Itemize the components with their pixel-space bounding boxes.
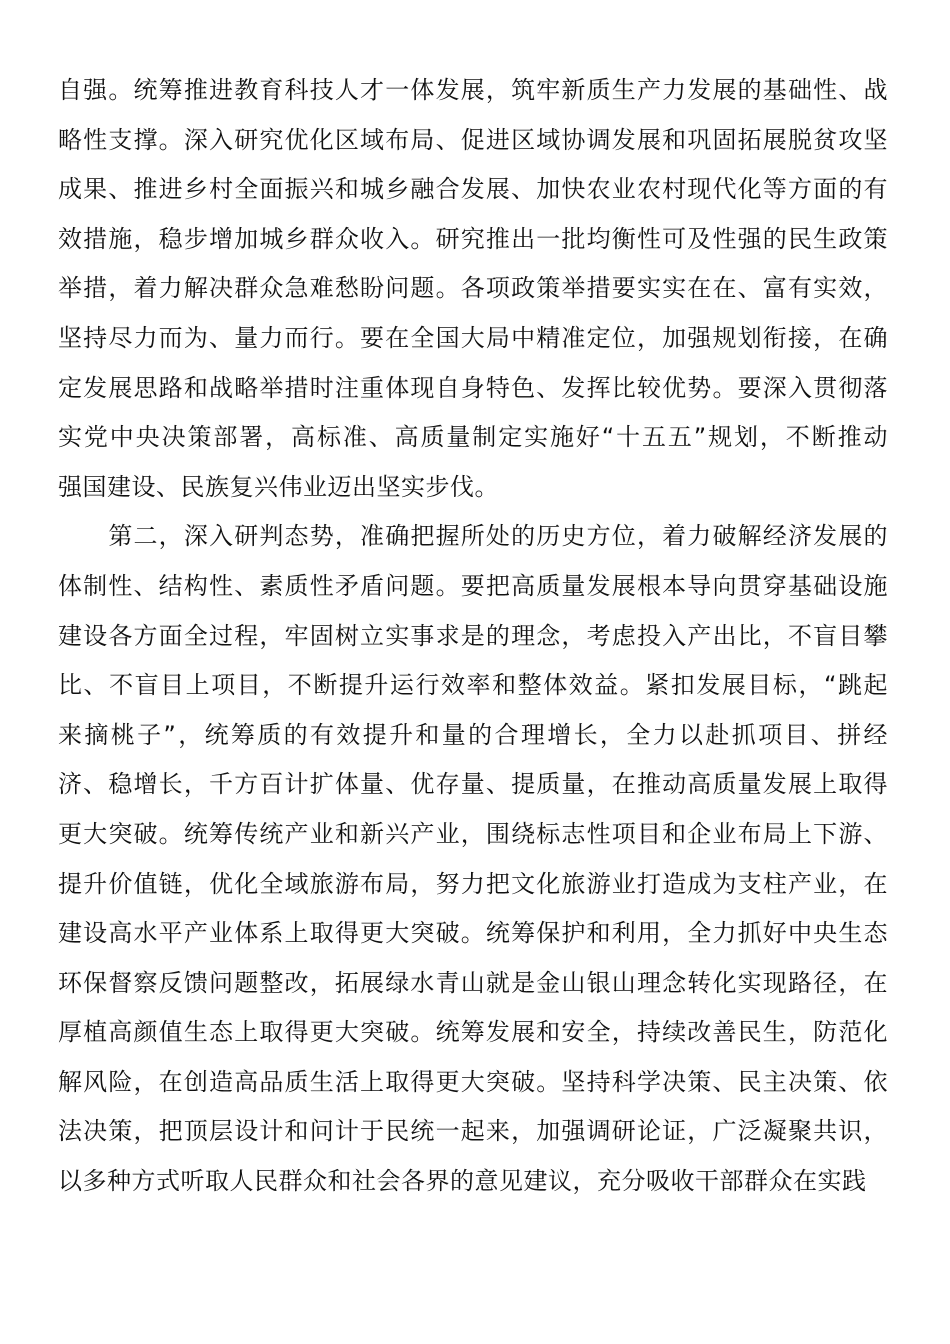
text-line: 以多种方式听取人民群众和社会各界的意见建议，充分吸收干部群众在实践: [58, 1167, 867, 1196]
text-line: 自强。统筹推进教育科技人才一体发展，筑牢新质生产力发展的基础性、战: [58, 76, 888, 104]
text-line: 定发展思路和战略举措时注重体现自身特色、发挥比较优势。要深入贯彻落: [58, 373, 888, 402]
text-line: 环保督察反馈问题整改，拓展绿水青山就是金山银山理念转化实现路径，在: [58, 968, 888, 997]
paragraph-start-line: 第二，深入研判态势，准确把握所处的历史方位，着力破解经济发展的: [58, 522, 888, 551]
text-line: 效措施，稳步增加城乡群众收入。研究推出一批均衡性可及性强的民生政策: [58, 224, 888, 253]
text-line: 提升价值链，优化全域旅游布局，努力把文化旅游业打造成为支柱产业，在: [58, 869, 888, 898]
text-line: 厚植高颜值生态上取得更大突破。统筹发展和安全，持续改善民生，防范化: [58, 1018, 888, 1047]
text-line: 成果、推进乡村全面振兴和城乡融合发展、加快农业农村现代化等方面的有: [58, 175, 888, 204]
text-line: 法决策，把顶层设计和问计于民统一起来，加强调研论证，广泛凝聚共识，: [58, 1117, 888, 1146]
text-line: 解风险，在创造高品质生活上取得更大突破。坚持科学决策、民主决策、依: [58, 1067, 888, 1096]
text-line: 实党中央决策部署，高标准、高质量制定实施好“十五五”规划，不断推动: [58, 423, 888, 452]
text-line: 更大突破。统筹传统产业和新兴产业，围绕标志性项目和企业布局上下游、: [58, 819, 888, 848]
text-line: 来摘桃子”，统筹质的有效提升和量的合理增长，全力以赴抓项目、拼经: [58, 720, 888, 749]
text-line: 建设高水平产业体系上取得更大突破。统筹保护和利用，全力抓好中央生态: [58, 919, 888, 948]
document-body: [58, 66, 888, 1207]
paragraph-end-line: 强国建设、民族复兴伟业迈出坚实步伐。: [58, 472, 499, 501]
text-line: 举措，着力解决群众急难愁盼问题。各项政策举措要实实在在、富有实效，: [58, 274, 888, 303]
text-line: 体制性、结构性、素质性矛盾问题。要把高质量发展根本导向贯穿基础设施: [58, 571, 888, 600]
text-line: 建设各方面全过程，牢固树立实事求是的理念，考虑投入产出比，不盲目攀: [58, 621, 888, 650]
text-line: 济、稳增长，千方百计扩体量、优存量、提质量，在推动高质量发展上取得: [58, 770, 888, 799]
text-line: 略性支撑。深入研究优化区域布局、促进区域协调发展和巩固拓展脱贫攻坚: [58, 125, 888, 154]
text-line: 坚持尽力而为、量力而行。要在全国大局中精准定位，加强规划衔接，在确: [58, 323, 888, 352]
text-line: 比、不盲目上项目，不断提升运行效率和整体效益。紧扣发展目标，“跳起: [58, 671, 888, 700]
